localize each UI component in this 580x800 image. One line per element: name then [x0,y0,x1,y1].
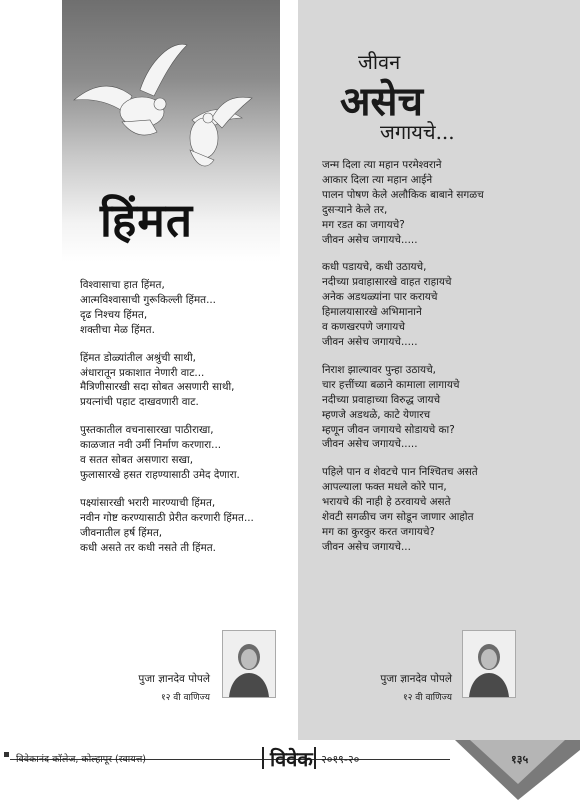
author-name: पुजा ज्ञानदेव पोपले [380,673,452,685]
stanza [322,363,484,452]
poem-line: पक्ष्यांसारखी भरारी मारण्याची हिंमत, [80,496,216,509]
poem-line: कधी पडायचे, कधी उठायचे, [322,261,427,274]
poem-line: मग का कुरकुर करत जगायचे? [322,525,435,538]
poem-line: म्हणून जीवन जगायचे सोडायचे का? [322,423,455,436]
divider [262,747,264,769]
left-poem [80,278,254,569]
poem-line: व सतत सोबत असणारा सखा, [80,454,194,467]
author-class: १२ वी वाणिज्य [403,693,452,703]
stanza [80,351,254,411]
divider [314,747,316,769]
college-name: विवेकानंद कॉलेज, कोल्हापूर (स्वायत्त) [16,754,146,765]
author-class: १२ वी वाणिज्य [161,693,210,703]
right-author-block [340,672,452,703]
author-photo [222,630,276,698]
poem-line: दृढ निश्चय हिंमत, [80,308,148,321]
stanza [322,158,484,247]
stanza [80,423,254,483]
right-poem [322,158,484,568]
poem-line: जन्म दिला त्या महान परमेश्वराने [322,159,442,171]
poem-line: पालन पोषण केले अलौकिक बाबाने सगळच [322,188,484,201]
stanza [80,278,254,338]
stanza [322,260,484,349]
poem-line: नदीच्या प्रवाहाच्या विरुद्ध जायचे [322,393,441,406]
left-author-block [100,672,210,703]
poem-line: आकार दिला त्या महान आईने [322,173,433,186]
poem-line: व कणखरपणे जगायचे [322,321,405,334]
poem-line: जीवनातील हर्ष हिंमत, [80,526,163,539]
poem-line: जीवन असेच जगायचे..... [322,438,418,451]
poem-line: नदीच्या प्रवाहासारखे वाहत राहायचे [322,276,452,289]
poem-line: भरायचे की नाही हे ठरवायचे असते [322,496,451,509]
poem-line: हिमालयासारखे अभिमानाने [322,306,422,319]
left-poem-title: हिंमत [100,193,194,247]
page-number: १३५ [511,753,529,766]
poem-line: निराश झाल्यावर पुन्हा उठायचे, [322,363,436,376]
author-photo [462,630,516,698]
poem-line: काळजात नवी उर्मी निर्माण करणारा... [80,439,222,452]
poem-line: पुस्तकातील वचनासारखा पाठीराखा, [80,424,214,437]
stanza [322,465,484,554]
poem-line: चार हत्तींच्या बळाने कामाला लागायचे [322,378,460,391]
poem-line: प्रयत्नांची पहाट दाखवणारी वाट. [80,396,199,409]
magazine-year: २०१९-२० [321,753,360,766]
right-title-bottom: जगायचे... [380,120,455,144]
poem-line: मैत्रिणीसारखी सदा सोबत असणारी साथी, [80,381,235,394]
poem-line: हिंमत डोळ्यांतील अश्रुंची साथी, [80,351,196,364]
poem-line: आपल्याला फक्त मधले कोरे पान, [322,481,447,494]
poem-line: अंधारातून प्रकाशात नेणारी वाट... [80,366,205,379]
poem-line: जीवन असेच जगायचे..... [322,335,418,348]
poem-line: विश्वासाचा हात हिंमत, [80,279,165,291]
poem-line: शेवटी सगळीच जग सोडून जाणार आहोत [322,511,474,524]
stanza [80,496,254,556]
poem-line: आत्मविश्वासाची गुरूकिल्ली हिंमत... [80,293,216,306]
poem-line: फुलासारखे हसत राहण्यासाठी उमेद देणारा. [80,468,240,481]
magazine-title: विवेक [270,747,313,771]
right-title-main: असेच [340,78,423,125]
poem-line: जीवन असेच जगायचे... [322,540,411,553]
poem-line: कधी असते तर कधी नसते ती हिंमत. [80,541,216,554]
right-title-top: जीवन [358,50,401,74]
poem-line: अनेक अडथळ्यांना पार करायचे [322,291,438,304]
author-name: पुजा ज्ञानदेव पोपले [138,673,210,685]
poem-line: शक्तीचा मेळ हिंमत. [80,323,155,336]
poem-line: म्हणजे अडथळे, काटे येणारच [322,408,431,421]
poem-line: पहिले पान व शेवटचे पान निश्चितच असते [322,466,478,479]
poem-line: नवीन गोष्ट करण्यासाठी प्रेरीत करणारी हिंमत... [80,511,254,524]
person-photo-icon [463,631,515,697]
poem-line: जीवन असेच जगायचे..... [322,233,418,246]
person-photo-icon [223,631,275,697]
poem-line: दुसऱ्याने केले तर, [322,203,388,216]
poem-line: मग रडत का जगायचे? [322,218,405,231]
